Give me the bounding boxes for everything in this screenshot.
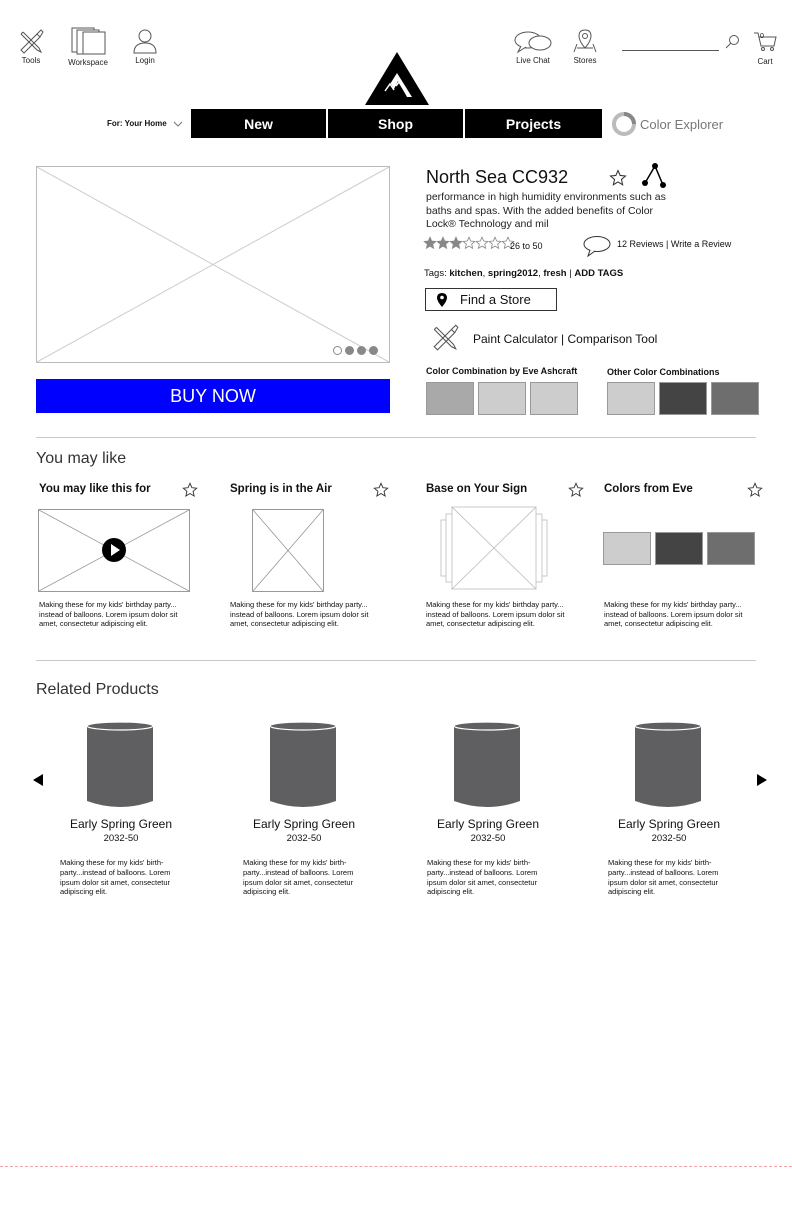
- find-store-button[interactable]: [425, 288, 557, 311]
- carousel-dot[interactable]: [357, 346, 366, 355]
- nav-shop-button[interactable]: Shop: [328, 109, 463, 138]
- product-name[interactable]: Early Spring Green: [69, 817, 173, 831]
- card-title[interactable]: Base on Your Sign: [426, 483, 528, 495]
- product-description: Making these for my kids' birth-party...instead of balloons. Lorem ipsum dolor sit amet, consectetur adipiscing elit.: [60, 858, 171, 897]
- tags-row: Tags: kitchen, spring2012, fresh | ADD TAGS: [424, 268, 624, 279]
- tools-links[interactable]: Paint Calculator | Comparison Tool: [473, 332, 658, 346]
- rating-stars[interactable]: [423, 236, 514, 250]
- review-bubble-icon: [582, 235, 612, 257]
- workspace-icon: [69, 26, 107, 56]
- product-name[interactable]: Early Spring Green: [252, 817, 356, 831]
- video-thumbnail[interactable]: [38, 509, 190, 592]
- tools-icon: [430, 323, 460, 351]
- user-icon: [131, 28, 159, 54]
- divider: [36, 437, 756, 438]
- card-description: Making these for my kids' birthday party... instead of balloons. Lorem ipsum dolor sit amet, consectetur adipiscing elit.: [604, 600, 743, 628]
- workspace-link[interactable]: [66, 26, 110, 67]
- carousel-dot[interactable]: [369, 346, 378, 355]
- star-empty-icon[interactable]: [462, 236, 476, 250]
- product-description: Making these for my kids' birth-party...instead of balloons. Lorem ipsum dolor sit amet, consectetur adipiscing elit.: [243, 858, 354, 897]
- eve-color-swatch[interactable]: [655, 532, 703, 565]
- play-icon[interactable]: [102, 538, 126, 562]
- map-pin-icon: [571, 28, 599, 54]
- star-filled-icon[interactable]: [436, 236, 450, 250]
- star-filled-icon[interactable]: [423, 236, 437, 250]
- combo-swatch[interactable]: [530, 382, 578, 415]
- color-explorer-link[interactable]: [611, 111, 723, 137]
- other-combo-swatch[interactable]: [711, 382, 759, 415]
- find-store-label: Find a Store: [460, 292, 531, 307]
- tools-label: Tools: [21, 56, 41, 65]
- brand-logo[interactable]: [363, 51, 431, 107]
- product-code: 2032-50: [651, 833, 687, 844]
- cart-label: Cart: [757, 57, 773, 66]
- nav-projects-button[interactable]: Projects: [465, 109, 602, 138]
- star-empty-icon[interactable]: [475, 236, 489, 250]
- tools-icon: [17, 28, 45, 54]
- eve-color-swatch[interactable]: [707, 532, 755, 565]
- eve-color-swatch[interactable]: [603, 532, 651, 565]
- login-link[interactable]: [128, 28, 162, 65]
- chat-bubbles-icon: [513, 30, 553, 54]
- divider: [36, 660, 756, 661]
- image-gallery-thumbnail[interactable]: [440, 506, 548, 590]
- related-products-title: Related Products: [36, 681, 159, 698]
- color-wheel-icon: [611, 111, 637, 137]
- favorite-star-icon[interactable]: [568, 482, 584, 498]
- rating-range: 26 to 50: [510, 241, 543, 251]
- paint-can-icon[interactable]: [268, 721, 338, 809]
- carousel-dot[interactable]: [345, 346, 354, 355]
- other-combo-swatch[interactable]: [607, 382, 655, 415]
- stores-label: Stores: [573, 56, 597, 65]
- product-image-placeholder: [36, 166, 390, 363]
- product-title: North Sea CC932: [426, 167, 569, 187]
- cart-icon: [752, 30, 778, 52]
- carousel-dot[interactable]: [333, 346, 342, 355]
- paint-can-icon[interactable]: [85, 721, 155, 809]
- page-break-line: [0, 1166, 792, 1167]
- card-description: Making these for my kids' birthday party... instead of balloons. Lorem ipsum dolor sit amet, consectetur adipiscing elit.: [230, 600, 369, 628]
- product-name[interactable]: Early Spring Green: [436, 817, 540, 831]
- product-description: Making these for my kids' birth-party...instead of balloons. Lorem ipsum dolor sit amet, consectetur adipiscing elit.: [608, 858, 719, 897]
- tags-label: Tags:: [424, 268, 447, 279]
- live-chat-label: Live Chat: [516, 56, 550, 65]
- favorite-star-icon[interactable]: [182, 482, 198, 498]
- product-name[interactable]: Early Spring Green: [617, 817, 721, 831]
- login-label: Login: [135, 56, 155, 65]
- cart-link[interactable]: [750, 30, 780, 66]
- share-network-icon[interactable]: [638, 161, 668, 191]
- tag-link[interactable]: spring2012: [487, 268, 539, 279]
- paint-can-icon[interactable]: [633, 721, 703, 809]
- tag-link[interactable]: kitchen: [449, 268, 483, 279]
- color-explorer-label: Color Explorer: [640, 116, 724, 132]
- product-code: 2032-50: [470, 833, 506, 844]
- chevron-down-icon: [173, 121, 183, 127]
- product-code: 2032-50: [103, 833, 139, 844]
- card-description: Making these for my kids' birthday party... instead of balloons. Lorem ipsum dolor sit amet, consectetur adipiscing elit.: [39, 600, 178, 628]
- favorite-star-icon[interactable]: [373, 482, 389, 498]
- card-title[interactable]: Colors from Eve: [604, 483, 693, 495]
- live-chat-link[interactable]: [510, 30, 556, 65]
- favorite-star-icon[interactable]: [609, 169, 627, 187]
- nav-new-button[interactable]: New: [191, 109, 326, 138]
- card-description: Making these for my kids' birthday party... instead of balloons. Lorem ipsum dolor sit amet, consectetur adipiscing elit.: [426, 600, 565, 628]
- paint-can-icon[interactable]: [452, 721, 522, 809]
- for-home-dropdown[interactable]: [107, 119, 183, 128]
- image-thumbnail[interactable]: [252, 509, 324, 592]
- star-empty-icon[interactable]: [488, 236, 502, 250]
- combo-swatch[interactable]: [426, 382, 474, 415]
- workspace-label: Workspace: [68, 58, 108, 67]
- tools-link[interactable]: [14, 28, 48, 65]
- combo-swatch[interactable]: [478, 382, 526, 415]
- combo-title: Color Combination by Eve Ashcraft: [426, 366, 578, 376]
- carousel-dots[interactable]: [333, 346, 378, 355]
- card-title[interactable]: You may like this for: [39, 483, 151, 495]
- search-input[interactable]: [622, 50, 719, 51]
- add-tags-link[interactable]: ADD TAGS: [574, 268, 624, 279]
- product-description: performance in high humidity environments such as baths and spas. With the added benefits of Color Lock® Technology and mil: [426, 191, 666, 230]
- buy-now-button[interactable]: BUY NOW: [36, 379, 390, 413]
- map-pin-icon: [437, 293, 447, 307]
- stores-link[interactable]: [568, 28, 602, 65]
- other-combo-swatch[interactable]: [659, 382, 707, 415]
- card-title[interactable]: Spring is in the Air: [230, 483, 332, 495]
- carousel-next-arrow-icon[interactable]: [756, 773, 768, 787]
- product-description: Making these for my kids' birth-party...instead of balloons. Lorem ipsum dolor sit amet, consectetur adipiscing elit.: [427, 858, 538, 897]
- carousel-prev-arrow-icon[interactable]: [32, 773, 44, 787]
- search-icon[interactable]: [724, 34, 740, 50]
- other-combos-title: Other Color Combinations: [607, 367, 720, 377]
- product-code: 2032-50: [286, 833, 322, 844]
- tag-link[interactable]: fresh: [543, 268, 567, 279]
- favorite-star-icon[interactable]: [747, 482, 763, 498]
- you-may-like-title: You may like: [36, 450, 127, 467]
- reviews-link[interactable]: 12 Reviews | Write a Review: [617, 239, 732, 249]
- for-home-label: For: Your Home: [107, 119, 167, 128]
- cart-count: 0: [760, 33, 764, 40]
- star-filled-icon[interactable]: [449, 236, 463, 250]
